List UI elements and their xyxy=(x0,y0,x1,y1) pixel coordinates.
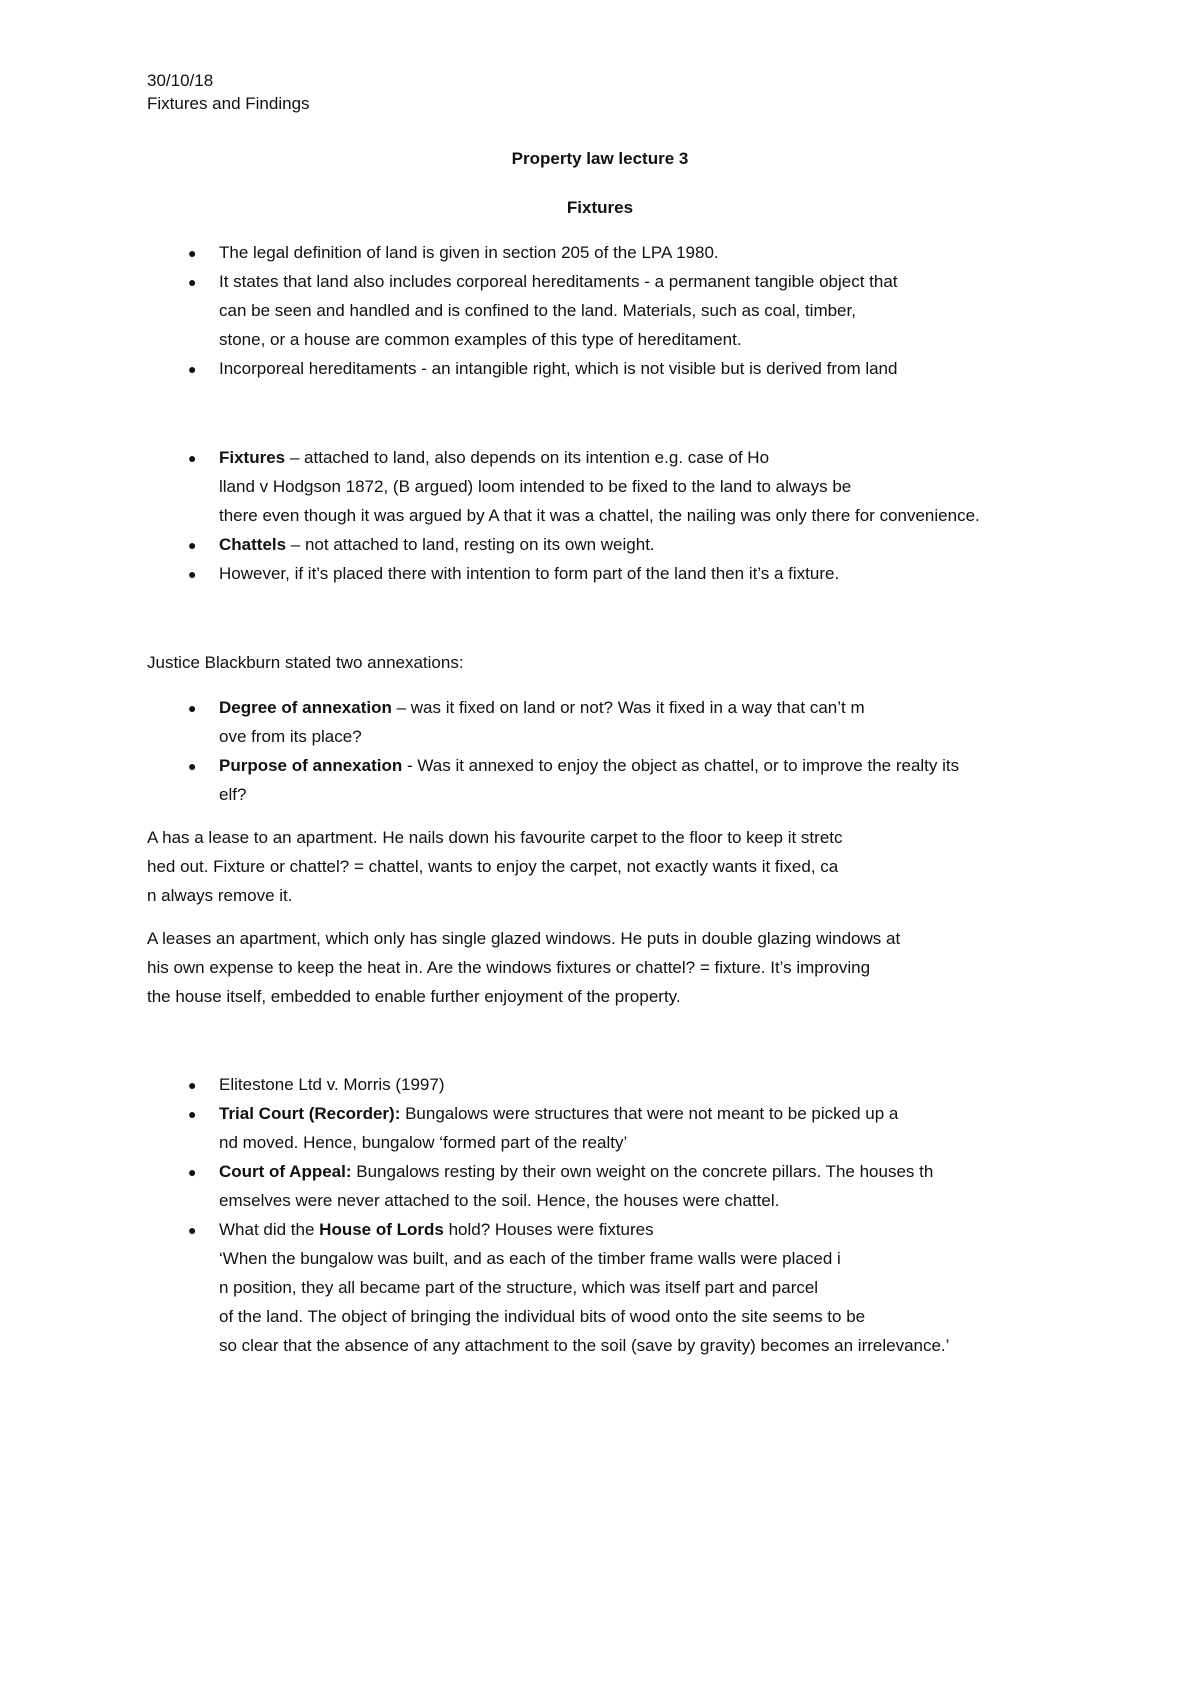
bullet-icon: ● xyxy=(188,537,197,553)
list-item-cont: lland v Hodgson 1872, (B argued) loom intended to be fixed to the land to always be xyxy=(219,477,852,496)
paragraph: A leases an apartment, which only has single glazed windows. He puts in double glazing windows at xyxy=(147,929,901,948)
quote-line: so clear that the absence of any attachment to the soil (save by gravity) becomes an irrelevance.’ xyxy=(219,1336,950,1355)
bullet-icon: ● xyxy=(188,1222,197,1238)
list-item-cont: emselves were never attached to the soil. Hence, the houses were chattel. xyxy=(219,1191,780,1210)
bullet-icon: ● xyxy=(188,450,197,466)
list-item-purpose: Purpose of annexation - Was it annexed to enjoy the object as chattel, or to improve the realty its xyxy=(219,756,960,775)
bullet-icon: ● xyxy=(188,1077,197,1093)
paragraph: Justice Blackburn stated two annexations: xyxy=(147,653,464,672)
document-subtitle: Fixtures and Findings xyxy=(147,94,310,113)
quote-line: ‘When the bungalow was built, and as each of the timber frame walls were placed i xyxy=(219,1249,841,1268)
list-item: It states that land also includes corporeal hereditaments - a permanent tangible object that xyxy=(219,272,898,291)
bullet-icon: ● xyxy=(188,758,197,774)
paragraph-cont: his own expense to keep the heat in. Are the windows fixtures or chattel? = fixture. It’s improving xyxy=(147,958,871,977)
bullet-icon: ● xyxy=(188,700,197,716)
list-item: Elitestone Ltd v. Morris (1997) xyxy=(219,1075,445,1094)
list-item-cont: elf? xyxy=(219,785,247,804)
list-item-cont: stone, or a house are common examples of this type of hereditament. xyxy=(219,330,742,349)
bullet-icon: ● xyxy=(188,566,197,582)
paragraph-cont: hed out. Fixture or chattel? = chattel, wants to enjoy the carpet, not exactly wants it fixed, ca xyxy=(147,857,839,876)
list-item: However, if it’s placed there with intention to form part of the land then it’s a fixture. xyxy=(219,564,840,583)
list-item-house-of-lords: What did the House of Lords hold? Houses were fixtures xyxy=(219,1220,654,1239)
list-item-cont: can be seen and handled and is confined to the land. Materials, such as coal, timber, xyxy=(219,301,856,320)
quote-line: n position, they all became part of the structure, which was itself part and parcel xyxy=(219,1278,819,1297)
bullet-icon: ● xyxy=(188,245,197,261)
bullet-icon: ● xyxy=(188,361,197,377)
bullet-icon: ● xyxy=(188,1106,197,1122)
list-item-chattels: Chattels – not attached to land, resting on its own weight. xyxy=(219,535,655,554)
list-item-court-of-appeal: Court of Appeal: Bungalows resting by their own weight on the concrete pillars. The houses th xyxy=(219,1162,934,1181)
list-item-cont: nd moved. Hence, bungalow ‘formed part of the realty’ xyxy=(219,1133,628,1152)
paragraph-cont: the house itself, embedded to enable further enjoyment of the property. xyxy=(147,987,681,1006)
list-item-degree: Degree of annexation – was it fixed on land or not? Was it fixed in a way that can’t m xyxy=(219,698,865,717)
list-item-fixtures: Fixtures – attached to land, also depends on its intention e.g. case of Ho xyxy=(219,448,770,467)
document-date: 30/10/18 xyxy=(147,71,214,90)
list-item-trial-court: Trial Court (Recorder): Bungalows were structures that were not meant to be picked up a xyxy=(219,1104,899,1123)
list-item-cont: ove from its place? xyxy=(219,727,362,746)
list-item: The legal definition of land is given in section 205 of the LPA 1980. xyxy=(219,243,719,262)
lecture-title: Property law lecture 3 xyxy=(511,149,689,168)
bullet-icon: ● xyxy=(188,1164,197,1180)
list-item: Incorporeal hereditaments - an intangible right, which is not visible but is derived from land xyxy=(219,359,898,378)
quote-line: of the land. The object of bringing the individual bits of wood onto the site seems to be xyxy=(219,1307,866,1326)
paragraph: A has a lease to an apartment. He nails down his favourite carpet to the floor to keep it stretc xyxy=(147,828,843,847)
list-item-cont: there even though it was argued by A that it was a chattel, the nailing was only there for convenience. xyxy=(219,506,980,525)
bullet-icon: ● xyxy=(188,274,197,290)
paragraph-cont: n always remove it. xyxy=(147,886,293,905)
section-heading-fixtures: Fixtures xyxy=(566,198,634,217)
